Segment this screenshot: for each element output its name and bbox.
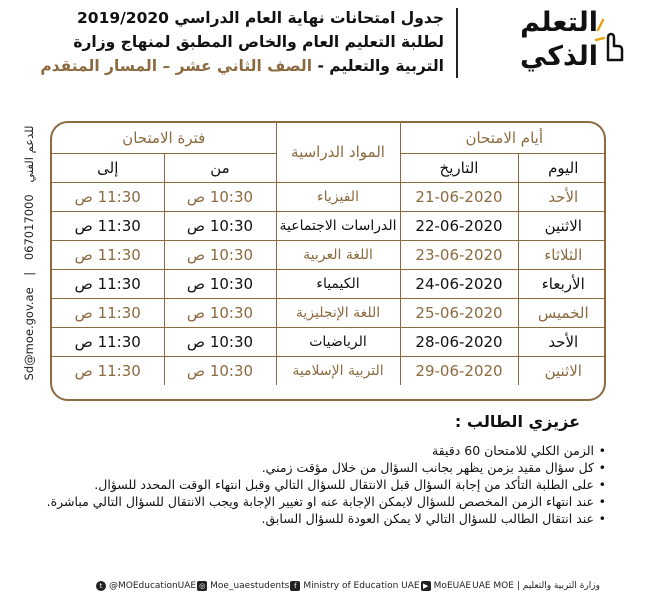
support-phone: 067017000 xyxy=(22,194,36,261)
header-date: التاريخ xyxy=(400,153,518,182)
cell-from: 10:30 ص xyxy=(164,356,276,385)
table-row xyxy=(52,356,606,385)
title-line-1: جدول امتحانات نهاية العام الدراسي 2019/2020 xyxy=(77,9,444,27)
title-line-3 xyxy=(8,54,444,78)
footer-facebook-handle: Ministry of Education UAE xyxy=(303,581,420,591)
list-item: • كل سؤال مقيد بزمن يظهر بجانب السؤال من خلال مؤقت زمني. xyxy=(46,459,606,476)
notes-title: عزيزي الطالب : xyxy=(454,412,580,431)
footer-youtube-handle: MoEUAE xyxy=(433,581,472,591)
youtube-icon: ▶ xyxy=(421,581,431,591)
list-item: • عند انتقال الطالب للسؤال التالي لا يمكن العودة للسؤال السابق. xyxy=(46,510,606,527)
support-contact xyxy=(22,118,36,388)
table-row xyxy=(52,327,606,356)
cell-date: 28-06-2020 xyxy=(400,327,518,356)
cell-subject: الفيزياء xyxy=(276,182,400,211)
cell-to: 11:30 ص xyxy=(52,211,164,240)
header-day: اليوم xyxy=(518,153,606,182)
instagram-icon: ◎ xyxy=(199,582,206,590)
footer-social-bar xyxy=(96,581,600,591)
title-line-3-prefix: التربية والتعليم - xyxy=(312,57,444,75)
footer-twitter-handle: @MOEducationUAE xyxy=(109,581,197,591)
cell-from: 10:30 ص xyxy=(164,327,276,356)
cell-date: 22-06-2020 xyxy=(400,211,518,240)
hand-click-icon xyxy=(594,10,628,66)
footer-youtube[interactable] xyxy=(421,581,471,591)
table-row xyxy=(52,182,606,211)
cell-date: 21-06-2020 xyxy=(400,182,518,211)
header-divider xyxy=(456,8,458,78)
header-to: إلى xyxy=(52,153,164,182)
footer-instagram-handle: Moe_uaestudents xyxy=(210,581,290,591)
page-title xyxy=(8,6,444,78)
footer-facebook[interactable] xyxy=(290,581,419,591)
cell-day: الأحد xyxy=(518,327,606,356)
notes-list xyxy=(46,442,606,527)
twitter-icon: t xyxy=(96,581,106,591)
cell-subject: اللغة العربية xyxy=(276,240,400,269)
cell-date: 25-06-2020 xyxy=(400,298,518,327)
cell-day: الاثنين xyxy=(518,211,606,240)
brand-logo xyxy=(506,6,628,76)
cell-to: 11:30 ص xyxy=(52,182,164,211)
exam-schedule-table xyxy=(50,121,606,401)
footer-instagram[interactable] xyxy=(197,581,289,591)
header-exam-days: أيام الامتحان xyxy=(400,123,606,153)
list-item: • على الطلبة التأكد من إجابة السؤال قبل الانتقال للسؤال التالي وقبل انتهاء الوقت المحدد للسؤال. xyxy=(46,476,606,493)
table-row xyxy=(52,211,606,240)
cell-subject: التربية الإسلامية xyxy=(276,356,400,385)
cell-from: 10:30 ص xyxy=(164,269,276,298)
cell-from: 10:30 ص xyxy=(164,298,276,327)
cell-to: 11:30 ص xyxy=(52,240,164,269)
cell-day: الأحد xyxy=(518,182,606,211)
cell-from: 10:30 ص xyxy=(164,240,276,269)
logo-text-line2: الذكي xyxy=(519,41,598,72)
facebook-icon: f xyxy=(290,581,300,591)
cell-to: 11:30 ص xyxy=(52,298,164,327)
footer-ministry xyxy=(472,581,600,591)
cell-from: 10:30 ص xyxy=(164,182,276,211)
footer-ministry-name: UAE MOE | وزارة التربية والتعليم xyxy=(472,581,600,591)
cell-day: الثلاثاء xyxy=(518,240,606,269)
cell-to: 11:30 ص xyxy=(52,356,164,385)
logo-text-line1: التعلم xyxy=(520,7,598,38)
header-exam-period: فترة الامتحان xyxy=(52,123,276,153)
support-label: للدعم الفني xyxy=(22,125,36,183)
cell-subject: الكيمياء xyxy=(276,269,400,298)
table-row xyxy=(52,240,606,269)
support-separator: | xyxy=(22,271,36,276)
cell-date: 24-06-2020 xyxy=(400,269,518,298)
footer-twitter[interactable] xyxy=(96,581,196,591)
cell-date: 23-06-2020 xyxy=(400,240,518,269)
support-email: Sd@moe.gov.ae xyxy=(22,287,36,381)
cell-day: الاثنين xyxy=(518,356,606,385)
header-from: من xyxy=(164,153,276,182)
cell-to: 11:30 ص xyxy=(52,269,164,298)
header-subjects: المواد الدراسية xyxy=(276,123,400,182)
title-grade-track: الصف الثاني عشر – المسار المتقدم xyxy=(40,57,313,75)
cell-day: الخميس xyxy=(518,298,606,327)
list-item: • عند انتهاء الزمن المخصص للسؤال لايمكن الإجابة عنه او تغيير الإجابة ويجب الانتقال للسؤال التالي مباشرة. xyxy=(46,493,606,510)
cell-subject: الدراسات الاجتماعية xyxy=(276,211,400,240)
list-item: • الزمن الكلي للامتحان 60 دقيقة xyxy=(46,442,606,459)
title-line-2: لطلبة التعليم العام والخاص المطبق لمنهاج وزارة xyxy=(73,33,444,51)
cell-day: الأربعاء xyxy=(518,269,606,298)
cell-to: 11:30 ص xyxy=(52,327,164,356)
cell-date: 29-06-2020 xyxy=(400,356,518,385)
cell-subject: الرياضيات xyxy=(276,327,400,356)
cell-subject: اللغة الإنجليزية xyxy=(276,298,400,327)
table-row xyxy=(52,298,606,327)
cell-from: 10:30 ص xyxy=(164,211,276,240)
table-row xyxy=(52,269,606,298)
